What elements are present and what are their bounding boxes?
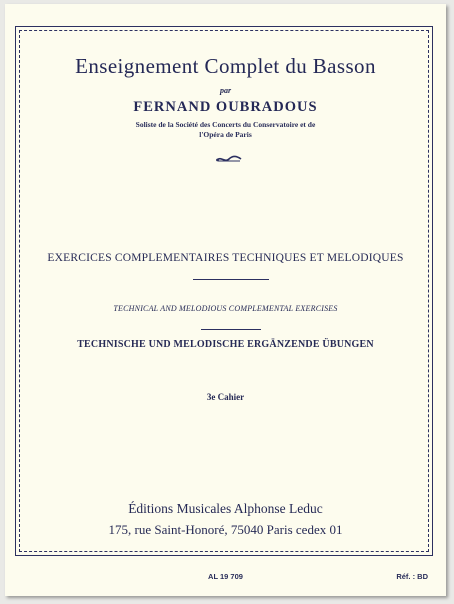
divider-rule — [193, 279, 269, 280]
author-name: FERNAND OUBRADOUS — [133, 99, 318, 115]
publisher-name: Éditions Musicales Alphonse Leduc — [128, 501, 323, 516]
subtitle-french: EXERCICES COMPLEMENTAIRES TECHNIQUES ET MELODIQUES — [47, 252, 404, 264]
publisher-address: 175, rue Saint-Honoré, 75040 Paris cedex 01 — [108, 522, 343, 537]
author-affiliation — [5, 120, 446, 140]
score-cover — [5, 4, 446, 596]
affiliation-line-2: l'Opéra de Paris — [199, 130, 252, 139]
volume-label: 3e Cahier — [206, 392, 245, 402]
by-label: par — [219, 86, 232, 95]
subtitle-english: TECHNICAL AND MELODIOUS COMPLEMENTAL EXERCISES — [113, 304, 338, 313]
divider-rule-short — [201, 329, 261, 330]
reference-code: Réf. : BD — [396, 572, 428, 581]
ornament-flourish-icon — [215, 154, 243, 164]
catalog-number: AL 19 709 — [208, 572, 243, 581]
cover-title: Enseignement Complet du Basson — [75, 54, 376, 78]
subtitle-german: TECHNISCHE UND MELODISCHE ERGÄNZENDE ÜBUNGEN — [77, 339, 374, 350]
affiliation-line-1: Soliste de la Société des Concerts du Conservatoire et de — [135, 120, 316, 129]
